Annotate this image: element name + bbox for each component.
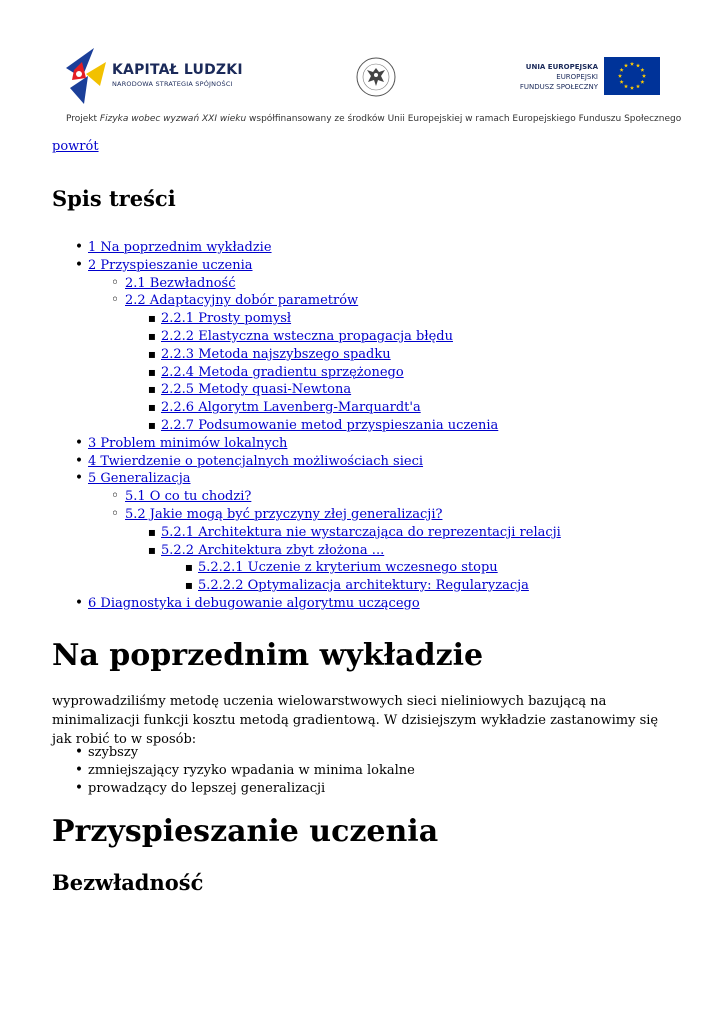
toc-link[interactable]: 2.2.4 Metoda gradientu sprzężonego (161, 364, 404, 380)
toc-link[interactable]: 2.2.3 Metoda najszybszego spadku (161, 346, 391, 362)
toc-link[interactable]: 2.2 Adaptacyjny dobór parametrów (125, 293, 359, 309)
bullet-icon (74, 435, 84, 453)
toc-link[interactable]: 5 Generalizacja (88, 471, 191, 487)
project-prefix: Projekt (66, 114, 100, 124)
kapital-ludzki-subtitle: NARODOWA STRATEGIA SPÓJNOŚCI (112, 80, 233, 88)
toc-link[interactable]: 5.2 Jakie mogą być przyczyny złej generalizacji? (125, 506, 443, 522)
toc-link[interactable]: 2 Przyspieszanie uczenia (88, 257, 253, 273)
toc-link[interactable]: 4 Twierdzenie o potencjalnych możliwościach sieci (88, 453, 424, 469)
eu-line-2: EUROPEJSKI (556, 73, 598, 81)
project-name: Fizyka wobec wyzwań XXI wieku (99, 114, 247, 124)
back-link[interactable]: powrót (52, 139, 99, 154)
intro-paragraph: wyprowadziliśmy metodę uczenia wielowarstwowych sieci nieliniowych bazującą na minimalizacji funkcji kosztu metodą gradientową. W dzisiejszym wykładzie zastanowimy się jak robić to w sposób: (52, 694, 659, 747)
eu-line-1: UNIA EUROPEJSKA (525, 63, 598, 71)
project-suffix: współfinansowany ze środków Unii Europejskiej w ramach Europejskiego Funduszu Społecznego (246, 114, 682, 124)
bullet-icon (110, 292, 120, 310)
toc-link[interactable]: 5.2.2 Architektura zbyt złożona ... (161, 542, 385, 558)
bullet-icon (184, 559, 194, 577)
toc-link[interactable]: 2.2.6 Algorytm Lavenberg-Marquardt'a (161, 400, 421, 416)
toc-link[interactable]: 5.1 O co tu chodzi? (125, 489, 252, 505)
bullet-icon (147, 542, 157, 560)
bullet-icon (147, 310, 157, 328)
university-seal-icon (355, 56, 397, 98)
section-heading-previous-lecture: Na poprzednim wykładzie (52, 638, 484, 673)
bullet-icon (147, 524, 157, 542)
toc-link[interactable]: 2.2.5 Metody quasi-Newtona (161, 382, 352, 398)
eu-flag-icon (604, 57, 660, 95)
bullet-icon (74, 744, 84, 762)
section-heading-speeding-up: Przyspieszanie uczenia (52, 814, 439, 849)
toc-title: Spis treści (52, 186, 176, 211)
bullet-icon (110, 488, 120, 506)
list-item-text: zmniejszający ryzyko wpadania w minima lokalne (88, 762, 415, 778)
toc-link[interactable]: 2.2.2 Elastyczna wsteczna propagacja błędu (161, 328, 453, 344)
bullet-icon (74, 762, 84, 780)
kapital-ludzki-logo-icon (64, 48, 110, 106)
toc-link[interactable]: 1 Na poprzednim wykładzie (88, 240, 272, 255)
bullet-icon (147, 346, 157, 364)
toc-link[interactable]: 3 Problem minimów lokalnych (88, 435, 288, 451)
toc-link[interactable]: 5.2.2.1 Uczenie z kryterium wczesnego stopu (198, 560, 498, 576)
bullet-icon (74, 257, 84, 275)
bullet-icon (74, 595, 84, 613)
eu-line-3: FUNDUSZ SPOŁECZNY (519, 83, 598, 91)
subsection-heading-momentum: Bezwładność (52, 870, 204, 895)
toc-link[interactable]: 2.1 Bezwładność (125, 275, 236, 291)
project-statement (66, 114, 681, 124)
list-item-text: szybszy (88, 745, 139, 760)
bullet-icon (74, 239, 84, 257)
header-banner (0, 0, 725, 130)
toc-link[interactable]: 6 Diagnostyka i debugowanie algorytmu uczącego (88, 595, 420, 611)
toc-link[interactable]: 2.2.7 Podsumowanie metod przyspieszania uczenia (161, 417, 499, 433)
bullet-icon (74, 470, 84, 488)
eu-label (510, 62, 598, 92)
bullet-icon (147, 364, 157, 382)
list-item-text: prowadzący do lepszej generalizacji (88, 780, 326, 796)
bullet-icon (147, 417, 157, 435)
kapital-ludzki-title: KAPITAŁ LUDZKI (112, 62, 243, 78)
bullet-icon (74, 453, 84, 471)
bullet-icon (110, 275, 120, 293)
bullet-icon (184, 577, 194, 595)
bullet-icon (147, 381, 157, 399)
toc-link[interactable]: 2.2.1 Prosty pomysł (161, 311, 292, 327)
bullet-icon (74, 780, 84, 798)
toc-link[interactable]: 5.2.2.2 Optymalizacja architektury: Regularyzacja (198, 578, 529, 594)
bullet-icon (147, 328, 157, 346)
bullet-icon (147, 399, 157, 417)
bullet-icon (110, 506, 120, 524)
toc-link[interactable]: 5.2.1 Architektura nie wystarczająca do reprezentacji relacji (161, 524, 561, 540)
